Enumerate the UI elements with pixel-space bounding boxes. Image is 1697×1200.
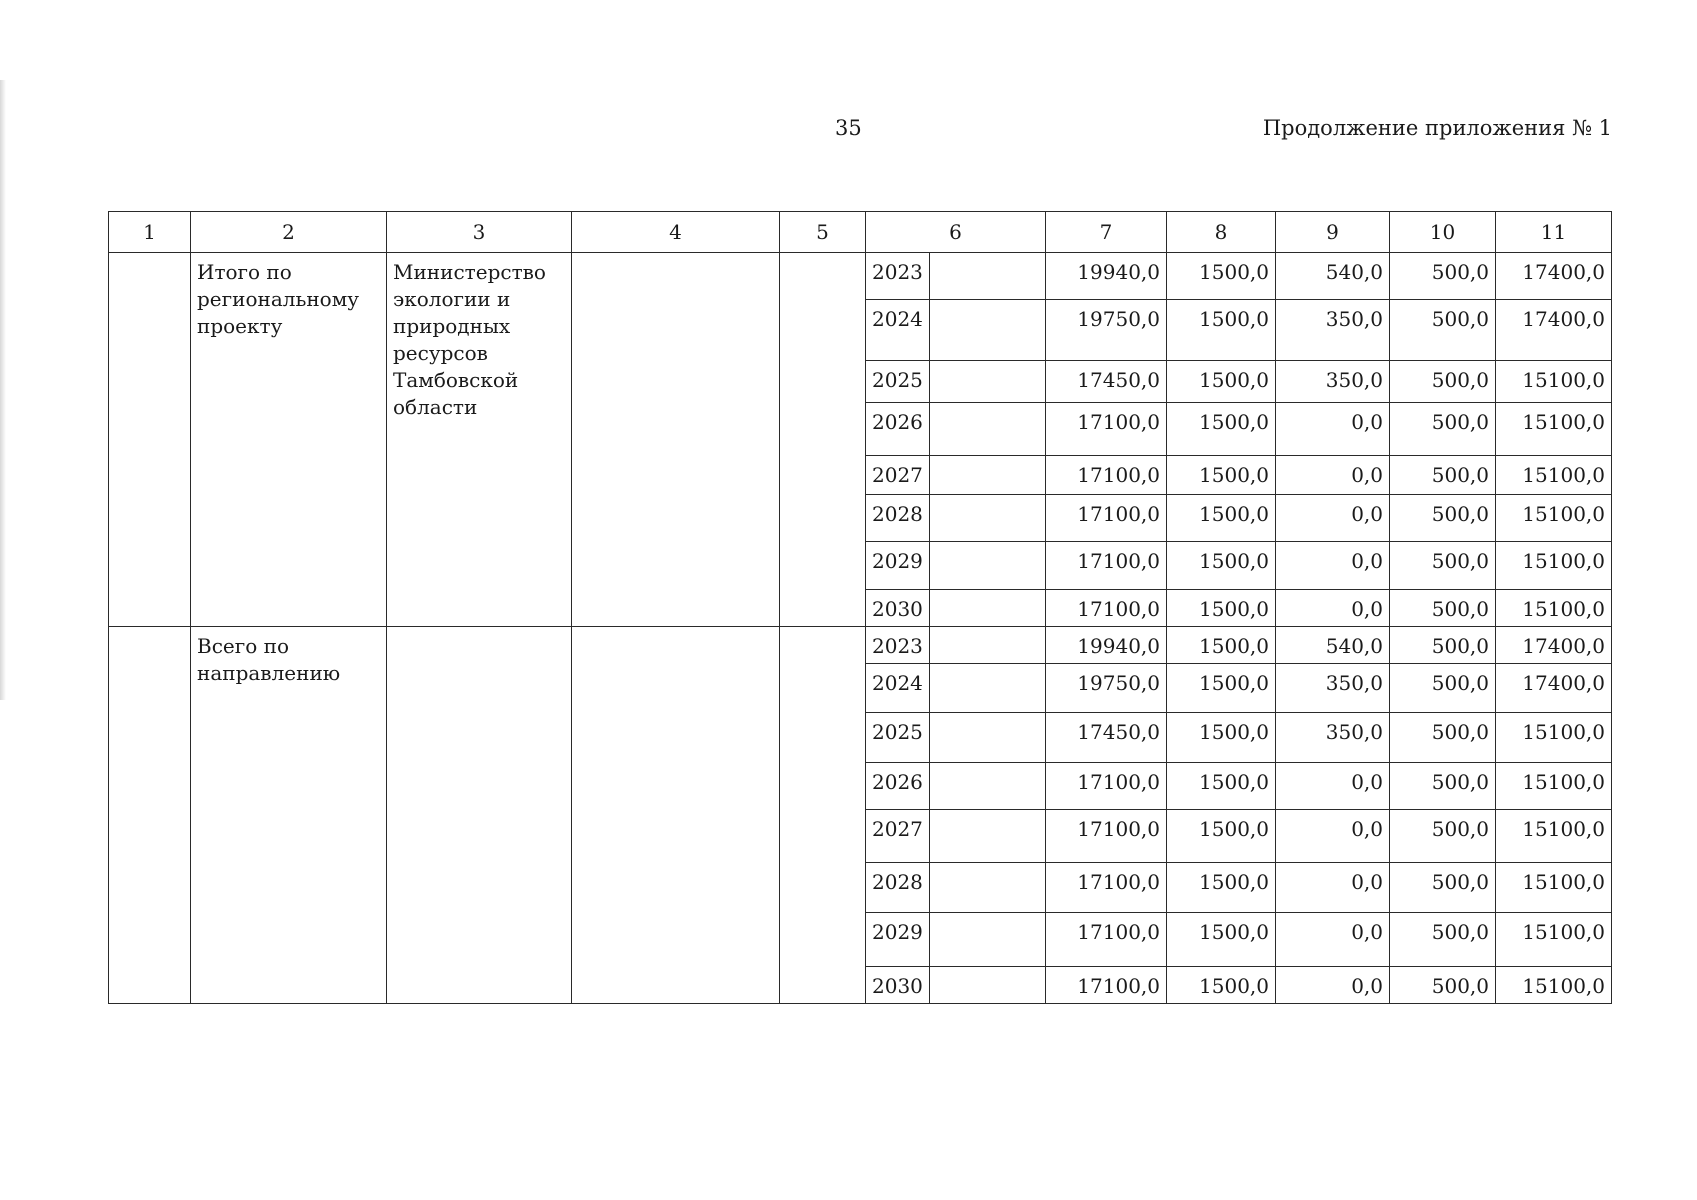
year-cell: 2025 bbox=[866, 713, 930, 763]
column-header: 10 bbox=[1390, 212, 1496, 253]
amount-col9: 0,0 bbox=[1276, 403, 1390, 456]
cell-col6b bbox=[930, 913, 1046, 967]
amount-col9: 0,0 bbox=[1276, 863, 1390, 913]
amount-col10: 500,0 bbox=[1390, 810, 1496, 863]
cell-col6b bbox=[930, 403, 1046, 456]
amount-col11: 15100,0 bbox=[1496, 967, 1612, 1004]
amount-col11: 15100,0 bbox=[1496, 863, 1612, 913]
amount-col11: 15100,0 bbox=[1496, 713, 1612, 763]
cell-col6b bbox=[930, 627, 1046, 664]
amount-col11: 17400,0 bbox=[1496, 664, 1612, 713]
amount-col8: 1500,0 bbox=[1167, 361, 1276, 403]
cell-col6b bbox=[930, 361, 1046, 403]
cell-col5 bbox=[780, 627, 866, 1004]
year-cell: 2024 bbox=[866, 300, 930, 361]
amount-total: 17100,0 bbox=[1046, 763, 1167, 810]
column-header: 8 bbox=[1167, 212, 1276, 253]
amount-col8: 1500,0 bbox=[1167, 542, 1276, 590]
amount-col11: 15100,0 bbox=[1496, 810, 1612, 863]
amount-col10: 500,0 bbox=[1390, 913, 1496, 967]
amount-col9: 0,0 bbox=[1276, 590, 1390, 627]
amount-col9: 540,0 bbox=[1276, 627, 1390, 664]
amount-col10: 500,0 bbox=[1390, 763, 1496, 810]
column-number-row bbox=[109, 212, 1612, 253]
amount-total: 17450,0 bbox=[1046, 713, 1167, 763]
amount-col8: 1500,0 bbox=[1167, 863, 1276, 913]
cell-col6b bbox=[930, 713, 1046, 763]
cell-col4 bbox=[572, 627, 780, 1004]
amount-col10: 500,0 bbox=[1390, 403, 1496, 456]
amount-col9: 0,0 bbox=[1276, 967, 1390, 1004]
amount-col8: 1500,0 bbox=[1167, 664, 1276, 713]
year-cell: 2026 bbox=[866, 763, 930, 810]
amount-col10: 500,0 bbox=[1390, 863, 1496, 913]
amount-col10: 500,0 bbox=[1390, 253, 1496, 300]
amount-col11: 15100,0 bbox=[1496, 763, 1612, 810]
table-row bbox=[109, 253, 1612, 300]
amount-col11: 15100,0 bbox=[1496, 361, 1612, 403]
group-label: Всего по направлению bbox=[191, 627, 387, 1004]
amount-col10: 500,0 bbox=[1390, 495, 1496, 542]
amount-total: 17100,0 bbox=[1046, 495, 1167, 542]
cell-col6b bbox=[930, 495, 1046, 542]
amount-total: 17450,0 bbox=[1046, 361, 1167, 403]
table-row bbox=[109, 627, 1612, 664]
year-cell: 2029 bbox=[866, 913, 930, 967]
responsible-agency bbox=[387, 627, 572, 1004]
cell-col6b bbox=[930, 590, 1046, 627]
amount-col8: 1500,0 bbox=[1167, 967, 1276, 1004]
year-cell: 2025 bbox=[866, 361, 930, 403]
amount-col8: 1500,0 bbox=[1167, 456, 1276, 495]
amount-col10: 500,0 bbox=[1390, 542, 1496, 590]
amount-total: 17100,0 bbox=[1046, 810, 1167, 863]
amount-col10: 500,0 bbox=[1390, 456, 1496, 495]
year-cell: 2029 bbox=[866, 542, 930, 590]
amount-total: 17100,0 bbox=[1046, 967, 1167, 1004]
responsible-agency: Министерство экологии и природных ресурсов Тамбовской области bbox=[387, 253, 572, 627]
amount-col10: 500,0 bbox=[1390, 713, 1496, 763]
cell-col6b bbox=[930, 456, 1046, 495]
amount-col8: 1500,0 bbox=[1167, 300, 1276, 361]
year-cell: 2030 bbox=[866, 967, 930, 1004]
amount-col8: 1500,0 bbox=[1167, 763, 1276, 810]
amount-col9: 350,0 bbox=[1276, 713, 1390, 763]
amount-col11: 17400,0 bbox=[1496, 300, 1612, 361]
amount-total: 17100,0 bbox=[1046, 542, 1167, 590]
amount-total: 17100,0 bbox=[1046, 403, 1167, 456]
amount-col8: 1500,0 bbox=[1167, 713, 1276, 763]
group-label: Итого по региональному проекту bbox=[191, 253, 387, 627]
amount-total: 17100,0 bbox=[1046, 456, 1167, 495]
amount-col9: 350,0 bbox=[1276, 300, 1390, 361]
column-header: 5 bbox=[780, 212, 866, 253]
cell-col6b bbox=[930, 967, 1046, 1004]
cell-col6b bbox=[930, 863, 1046, 913]
cell-col5 bbox=[780, 253, 866, 627]
cell-col6b bbox=[930, 300, 1046, 361]
amount-col9: 0,0 bbox=[1276, 495, 1390, 542]
amount-total: 19750,0 bbox=[1046, 300, 1167, 361]
year-cell: 2030 bbox=[866, 590, 930, 627]
amount-col8: 1500,0 bbox=[1167, 590, 1276, 627]
amount-col11: 15100,0 bbox=[1496, 403, 1612, 456]
amount-col11: 15100,0 bbox=[1496, 590, 1612, 627]
amount-col9: 0,0 bbox=[1276, 456, 1390, 495]
column-header: 4 bbox=[572, 212, 780, 253]
year-cell: 2028 bbox=[866, 863, 930, 913]
amount-col8: 1500,0 bbox=[1167, 403, 1276, 456]
year-cell: 2023 bbox=[866, 627, 930, 664]
amount-col11: 15100,0 bbox=[1496, 456, 1612, 495]
amount-col10: 500,0 bbox=[1390, 967, 1496, 1004]
amount-col11: 15100,0 bbox=[1496, 495, 1612, 542]
column-header: 3 bbox=[387, 212, 572, 253]
page-number: 35 bbox=[835, 116, 862, 140]
amount-col10: 500,0 bbox=[1390, 664, 1496, 713]
cell-col1 bbox=[109, 253, 191, 627]
cell-col6b bbox=[930, 810, 1046, 863]
year-cell: 2027 bbox=[866, 810, 930, 863]
scan-edge-shadow bbox=[0, 80, 6, 700]
amount-col9: 0,0 bbox=[1276, 810, 1390, 863]
amount-col11: 17400,0 bbox=[1496, 253, 1612, 300]
column-header: 1 bbox=[109, 212, 191, 253]
amount-col9: 540,0 bbox=[1276, 253, 1390, 300]
column-header: 9 bbox=[1276, 212, 1390, 253]
amount-col8: 1500,0 bbox=[1167, 495, 1276, 542]
column-header: 11 bbox=[1496, 212, 1612, 253]
amount-total: 17100,0 bbox=[1046, 913, 1167, 967]
amount-total: 17100,0 bbox=[1046, 590, 1167, 627]
amount-col9: 0,0 bbox=[1276, 763, 1390, 810]
cell-col6b bbox=[930, 763, 1046, 810]
year-cell: 2028 bbox=[866, 495, 930, 542]
amount-col10: 500,0 bbox=[1390, 627, 1496, 664]
amount-col9: 350,0 bbox=[1276, 361, 1390, 403]
appendix-continuation-heading: Продолжение приложения № 1 bbox=[1262, 116, 1612, 140]
column-header: 6 bbox=[866, 212, 1046, 253]
year-cell: 2024 bbox=[866, 664, 930, 713]
year-cell: 2027 bbox=[866, 456, 930, 495]
amount-col9: 350,0 bbox=[1276, 664, 1390, 713]
cell-col6b bbox=[930, 664, 1046, 713]
amount-col11: 17400,0 bbox=[1496, 627, 1612, 664]
amount-col10: 500,0 bbox=[1390, 590, 1496, 627]
budget-table bbox=[108, 211, 1612, 1004]
amount-col11: 15100,0 bbox=[1496, 913, 1612, 967]
cell-col6b bbox=[930, 542, 1046, 590]
cell-col6b bbox=[930, 253, 1046, 300]
cell-col4 bbox=[572, 253, 780, 627]
column-header: 2 bbox=[191, 212, 387, 253]
amount-total: 17100,0 bbox=[1046, 863, 1167, 913]
amount-total: 19940,0 bbox=[1046, 627, 1167, 664]
amount-col9: 0,0 bbox=[1276, 913, 1390, 967]
year-cell: 2026 bbox=[866, 403, 930, 456]
amount-total: 19750,0 bbox=[1046, 664, 1167, 713]
column-header: 7 bbox=[1046, 212, 1167, 253]
amount-col9: 0,0 bbox=[1276, 542, 1390, 590]
amount-col8: 1500,0 bbox=[1167, 627, 1276, 664]
amount-col11: 15100,0 bbox=[1496, 542, 1612, 590]
amount-total: 19940,0 bbox=[1046, 253, 1167, 300]
amount-col10: 500,0 bbox=[1390, 361, 1496, 403]
amount-col8: 1500,0 bbox=[1167, 810, 1276, 863]
cell-col1 bbox=[109, 627, 191, 1004]
amount-col10: 500,0 bbox=[1390, 300, 1496, 361]
amount-col8: 1500,0 bbox=[1167, 253, 1276, 300]
year-cell: 2023 bbox=[866, 253, 930, 300]
amount-col8: 1500,0 bbox=[1167, 913, 1276, 967]
